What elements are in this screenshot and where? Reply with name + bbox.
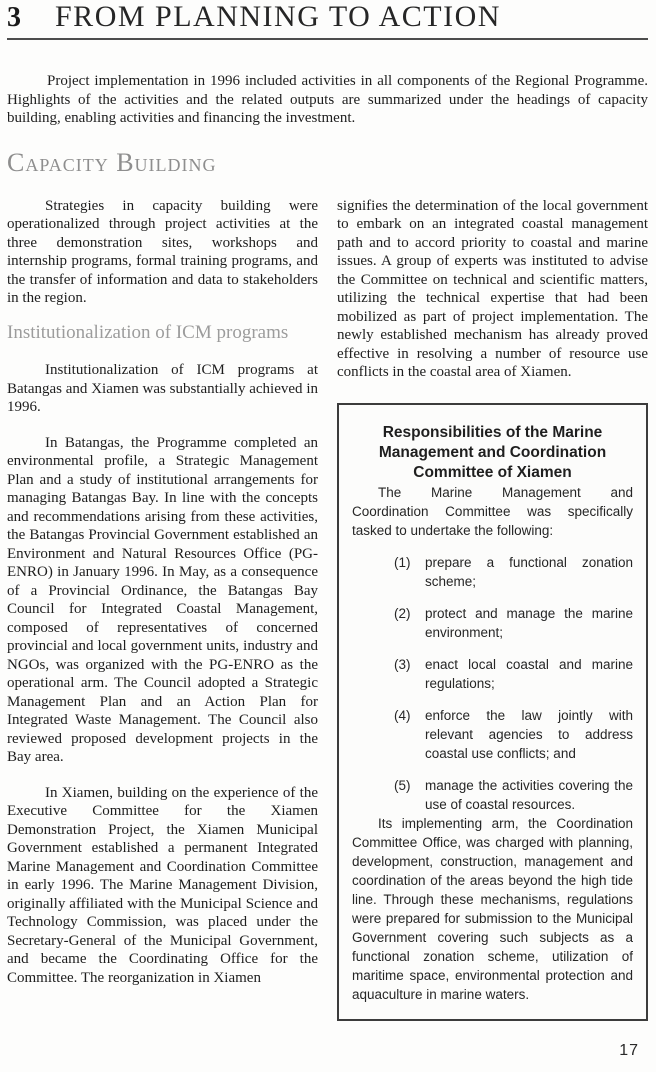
- item-text: enact local coastal and marine regulations;: [425, 656, 633, 691]
- item-text: enforce the law jointly with relevant agencies to address coastal use conflicts; and: [425, 707, 633, 761]
- chapter-number: 3: [7, 2, 21, 33]
- responsibilities-box-intro: The Marine Management and Coordination Committee was specifically tasked to undertake the following:: [352, 484, 633, 538]
- paragraph-xiamen-continued: signifies the determination of the local government to embark on an integrated coastal management path and to accord priority to coastal and marine issues. A group of experts was instituted to advise the Committee on technical and scientific matters, utilizing the technical expertise that had been mobilized as part of project implementation. The newly established mechanism has already proved effective in resolving a number of resource use conflicts in the coastal area of Xiamen.: [337, 197, 648, 380]
- responsibilities-list: [394, 553, 633, 814]
- item-number: (5): [394, 777, 411, 793]
- responsibility-item: [394, 604, 633, 642]
- item-text: manage the activities covering the use of coastal resources.: [425, 777, 633, 812]
- left-column: [7, 197, 318, 1021]
- paragraph-batangas: In Batangas, the Programme completed an environmental profile, a Strategic Management Plan and a study of institutional arrangements for managing Batangas Bay. In line with the concepts and recommendations arising from these activities, the Batangas Provincial Government established an Environment and Natural Resources Office (PG-ENRO) in January 1996. In May, as a consequence of a Provincial Ordinance, the Batangas Bay Council for Integrated Coastal Management, composed of representatives of concerned provincial and local government units, industry and NGOs, was organized with the PG-ENRO as the operational arm. The Council adopted a Strategic Management Plan and an Action Plan for Integrated Waste Management. The Council also reviewed proposed development projects in the Bay area.: [7, 434, 318, 766]
- section-heading-capacity-building: Capacity Building: [7, 147, 217, 177]
- page-title: FROM PLANNING TO ACTION: [55, 0, 501, 33]
- item-number: (3): [394, 656, 411, 672]
- item-number: (2): [394, 605, 411, 621]
- two-column-layout: [7, 197, 648, 1021]
- item-text: prepare a functional zonation scheme;: [425, 554, 633, 589]
- subheading-institutionalization: Institutionalization of ICM programs: [7, 321, 289, 343]
- responsibilities-box: [337, 403, 648, 1021]
- chapter-header: [7, 2, 648, 40]
- item-text: protect and manage the marine environment;: [425, 605, 633, 640]
- item-number: (1): [394, 554, 411, 570]
- responsibilities-box-title: Responsibilities of the Marine Management and Coordination Committee of Xiamen: [378, 423, 607, 481]
- responsibility-item: [394, 553, 633, 591]
- paragraph-strategies: Strategies in capacity building were operationalized through project activities at the three demonstration sites, workshops and internship programs, formal training programs, and the transfer of information and data to stakeholders in the region.: [7, 197, 318, 306]
- responsibility-item: [394, 706, 633, 763]
- item-number: (4): [394, 707, 411, 723]
- paragraph-institutionalization: Institutionalization of ICM programs at Batangas and Xiamen was substantially achieved in 1996.: [7, 362, 318, 416]
- responsibilities-box-closing: Its implementing arm, the Coordination Committee Office, was charged with planning, development, construction, management and coordination of the areas beyond the high tide line. Through these mechanisms, regulations were prepared for submission to the Municipal Government covering such subjects as a functional zonation scheme, utilization of maritime space, environmental protection and aquaculture in marine waters.: [352, 815, 633, 1002]
- responsibility-item: [394, 655, 633, 693]
- right-column: [337, 197, 648, 1021]
- page-number: 17: [619, 1042, 639, 1059]
- paragraph-xiamen: In Xiamen, building on the experience of the Executive Committee for the Xiamen Demonstration Project, the Xiamen Municipal Government established a permanent Integrated Marine Management and Coordination Committee in early 1996. The Marine Management Division, originally affiliated with the Municipal Science and Technology Commission, was placed under the Secretary-General of the Municipal Government, and became the Coordinating Office for the Committee. The reorganization in Xiamen: [7, 784, 318, 986]
- responsibility-item: [394, 776, 633, 814]
- intro-paragraph: Project implementation in 1996 included activities in all components of the Regional Programme. Highlights of the activities and the related outputs are summarized under the headings of capacity building, enabling activities and financing the investment.: [7, 73, 648, 126]
